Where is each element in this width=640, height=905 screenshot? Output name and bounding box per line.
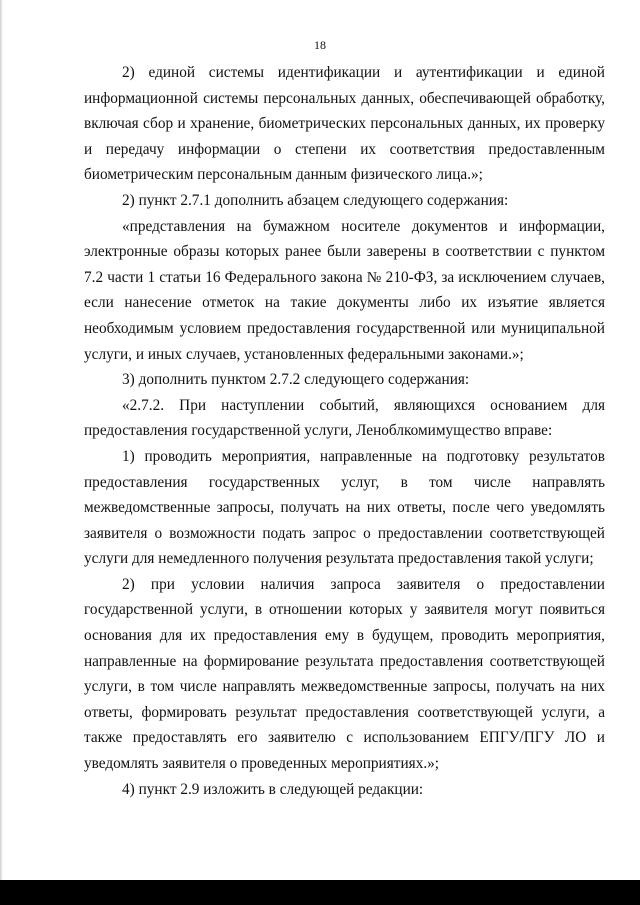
paragraph-quote-paper-documents: «представления на бумажном носителе документов и информации, электронные образы которых ранее были заверены в соответствии с пунктом 7.2 части 1 статьи 16 Федерального закона № 210-ФЗ, за исключением случаев, если нанесение отметок на такие документы либо их изъятие является необходимым условием предоставления государственной или муниципальной услуги, и иных случаев, установленных федеральными законами.»; [84,217,605,363]
paragraph-add-2-7-2: 3) дополнить пунктом 2.7.2 следующего содержания: [122,371,470,389]
paragraph-2-7-2-item-2: 2) при условии наличия запроса заявителя о предоставлении государственной услуги, в отношении которых у заявителя могут появиться основания для их предоставления ему в будущем, проводить мероприятия, направленные на формирование результата предоставления соответствующей услуги, в том числе направлять межведомственные запросы, получать на них ответы, формировать результат предоставления соответствующей услуги, а также предоставлять его заявителю с использованием ЕПГУ/ПГУ ЛО и уведомлять заявителя о проведенных мероприятиях.»; [84,575,605,773]
page-number: 18 [314,38,326,52]
document-body [84,60,605,802]
paragraph-2-7-2-item-1: 1) проводить мероприятия, направленные на подготовку результатов предоставления государственных услуг, в том числе направлять межведомственные запросы, получать на них ответы, после чего уведомлять заявителя о возможности подать запрос о предоставлении соответствующей услуги для немедленного получения результата предоставления такой услуги; [84,447,605,568]
paragraph-2-7-2-intro: «2.7.2. При наступлении событий, являющихся основанием для предоставления государственной услуги, Леноблкомимущество вправе: [84,396,605,440]
paragraph-amend-2-7-1: 2) пункт 2.7.1 дополнить абзацем следующего содержания: [122,191,509,209]
scan-bottom-edge [0,880,640,905]
scan-shadow [0,0,3,880]
paragraph-amend-2-9: 4) пункт 2.9 изложить в следующей редакции: [122,780,424,798]
paragraph-item-2-biometric: 2) единой системы идентификации и аутентификации и единой информационной системы персональных данных, обеспечивающей обработку, включая сбор и хранение, биометрических персональных данных, их проверку и передачу информации о степени их соответствия предоставленным биометрическим персональным данным физического лица.»; [84,64,605,184]
